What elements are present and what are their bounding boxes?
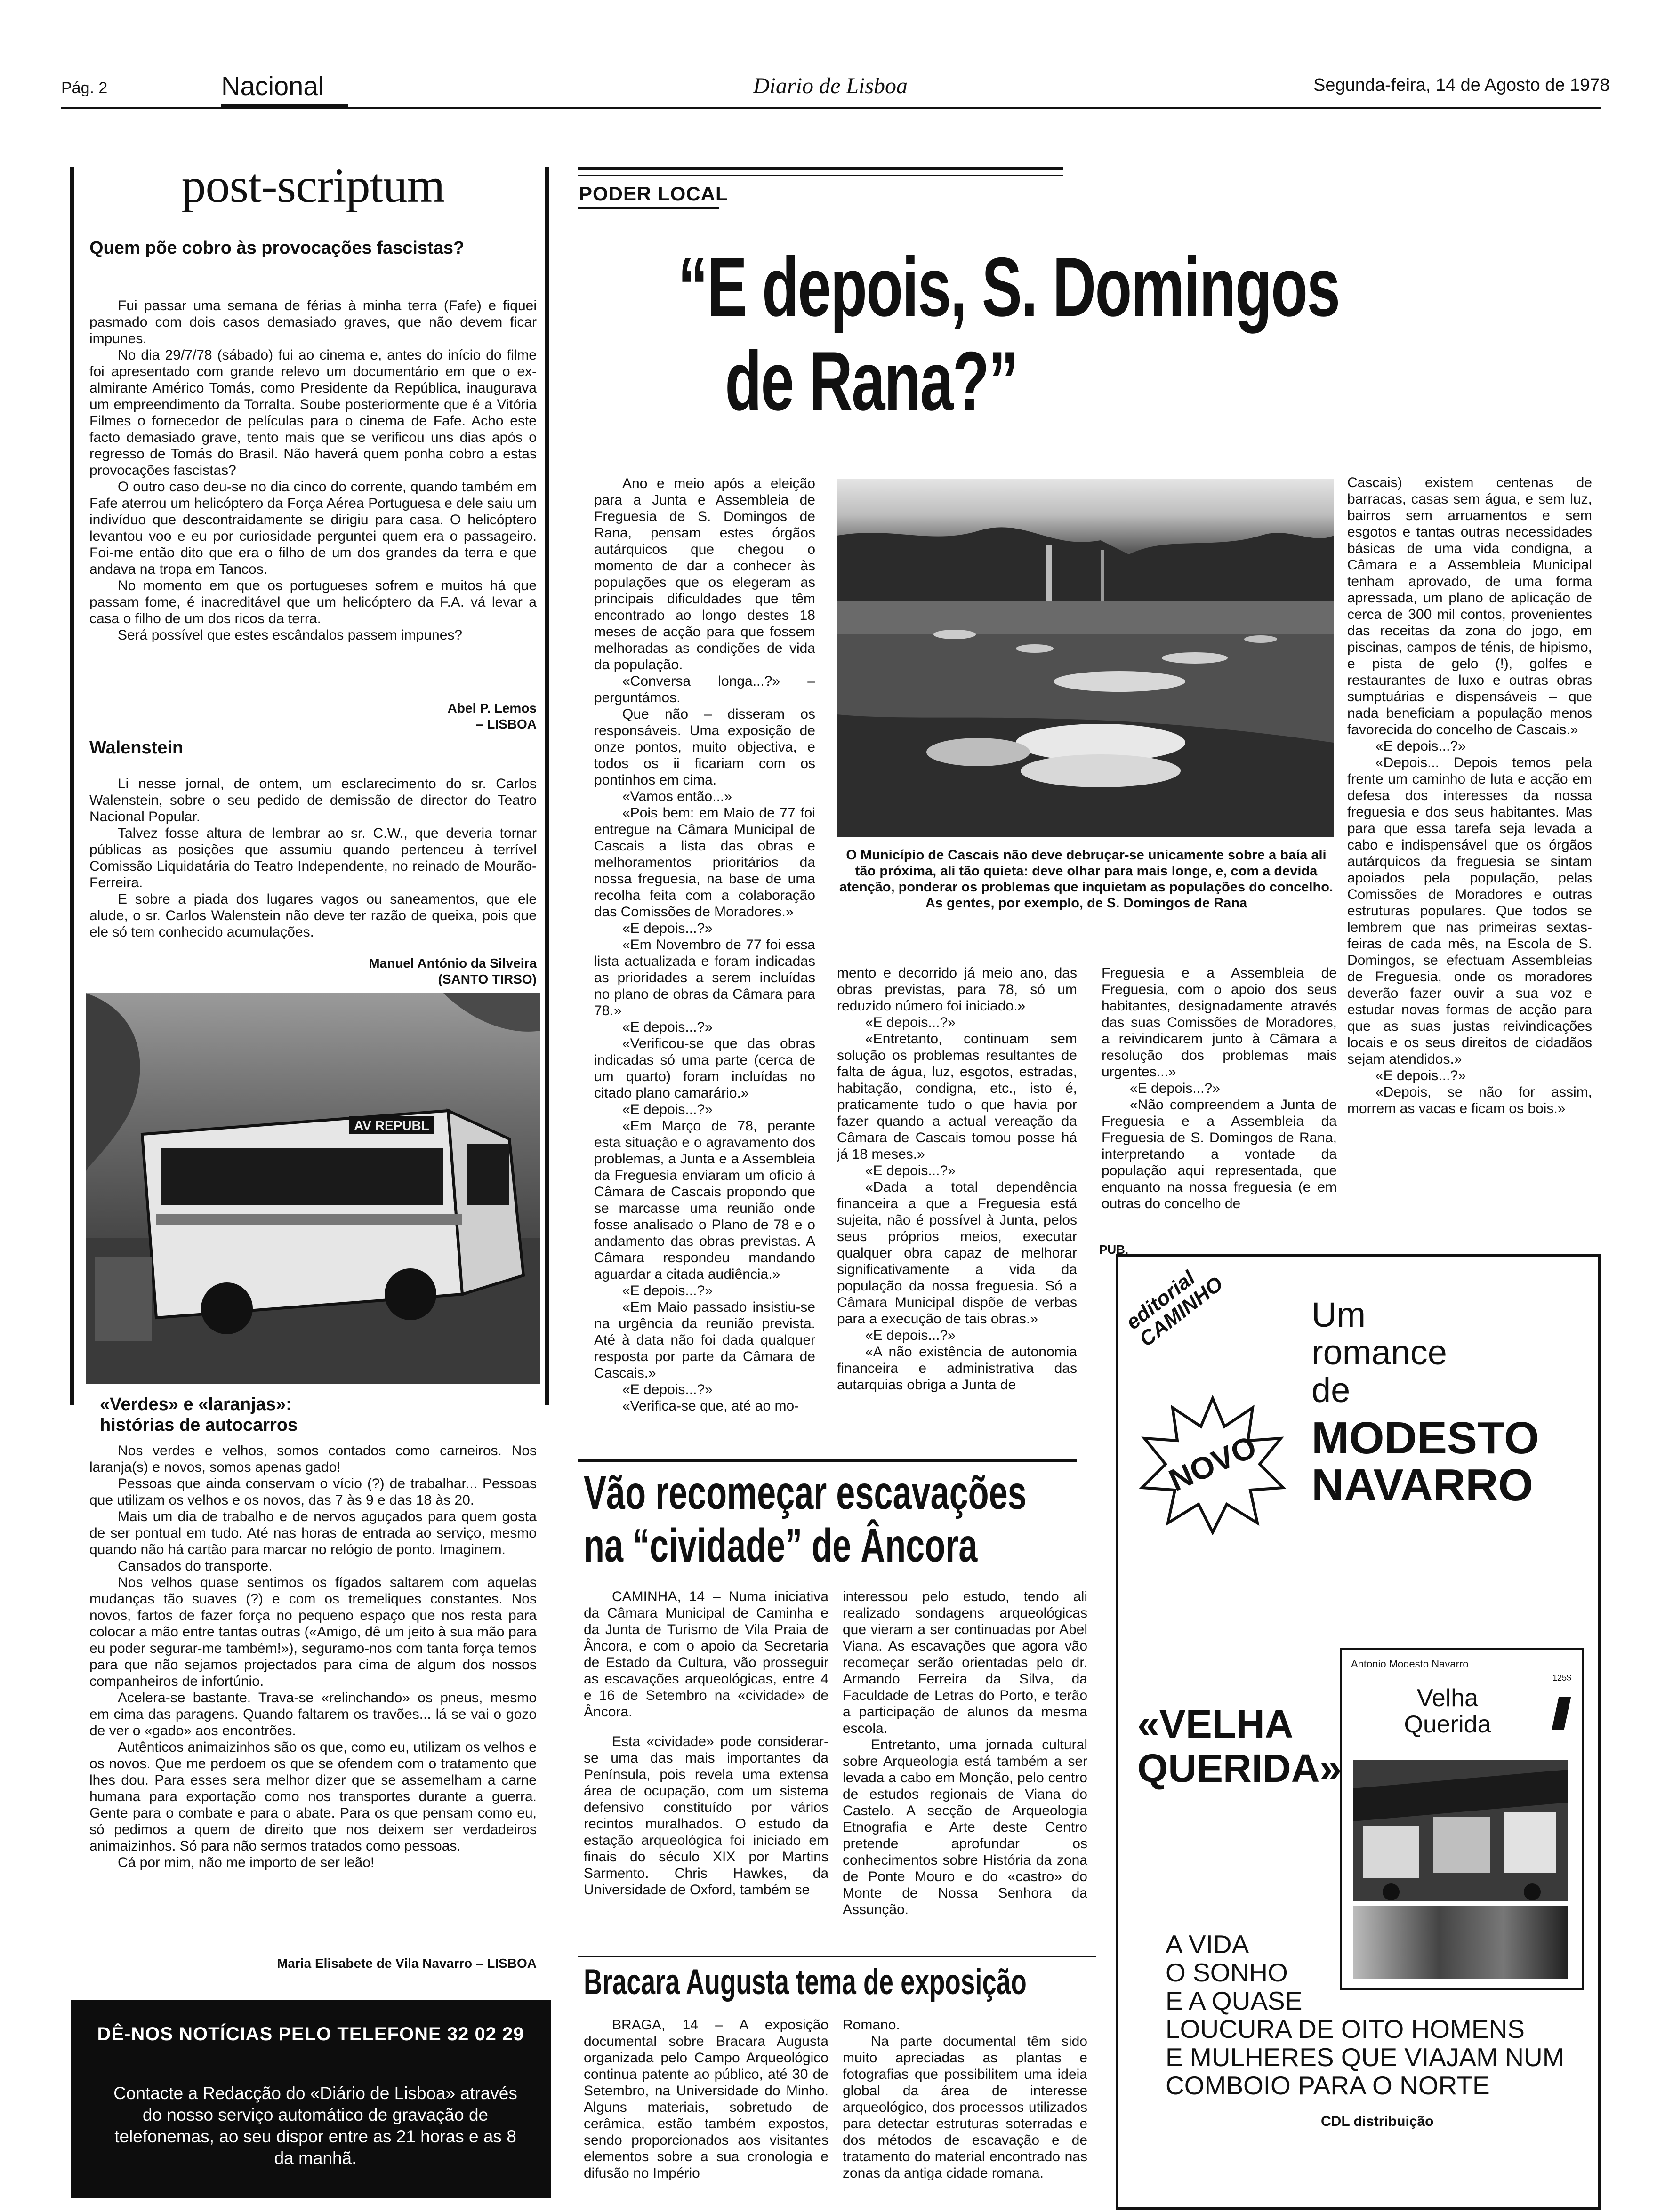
letter2-signature-name: Manuel António da Silveira [369, 956, 537, 970]
bracara-paragraph: Romano. [843, 2017, 900, 2033]
postscriptum-right-border [545, 167, 549, 1405]
col3-paragraph: «Não compreendem a Junta de Freguesia e a Assembleia da Freguesia de S. Domingos de Rana, interpretando a vontade da população aqui representada, que enquanto na nossa freguesia (e em outras do concelho de [1102, 1097, 1337, 1211]
col4-paragraph: «E depois...?» [1375, 1068, 1466, 1083]
ancora-paragraph: interessou pelo estudo, tendo ali realizado sondagens arqueológicas que vieram a ser continuadas por Abel Viana. As escavações que agora vão recomeçar serão orientadas pelo dr. Armando Ferreira da Silva, da Faculdade de Letras do Porto, e terão a participação de alunos da mesma escola. [843, 1589, 1087, 1736]
postscriptum-left-border [70, 167, 74, 1405]
bracara-rule [578, 1956, 1096, 1957]
letter2-paragraph: E sobre a piada dos lugares vagos ou saneamentos, que ele alude, o sr. Carlos Walenstein não deve ter razão de queixa, pois que ele só tem conhecido acumulações. [89, 891, 537, 940]
col4-paragraph: «Depois... Depois temos pela frente um caminho de luta e acção em defesa dos interesses da nossa freguesia e dos seus habitantes. Mas para que essa tarefa seja levada a cabo e indispensável que os órgãos autárquicos da freguesia se sintam apoiados pela população, pelas Comissões de Moradores e outras estruturas populares. Que todos se lembrem que nas primeiras sextas-feiras de cada mês, na Escola de S. Domingos, se efectuam Assembleias de Freguesia, onde os moradores deverão fazer ouvir a sua voz e estudar novas formas de acção para que as suas justas reivindicações locais e os seus direitos de cidadãos sejam atendidos.» [1347, 755, 1592, 1067]
letter2-paragraph: Talvez fosse altura de lembrar ao sr. C.W., que deveria tornar públicas as posições que assumiu quando pertenceu à terrível Comissão Liquidatária do Teatro Independente, no reinado de Mourão-Ferreira. [89, 825, 537, 890]
col1-paragraph: «Conversa longa...?» – perguntámos. [594, 673, 815, 705]
bracara-paragraph: Na parte documental têm sido muito apreciadas as plantas e fotografias que possibilitem uma ideia global da área de interesse arqueológico, dos processos utilizados para detectar estruturas soterradas e dos métodos de escavação e de tratamento do material encontrado nas zonas da antiga cidade romana. [843, 2034, 1087, 2181]
col1-paragraph: «Em Novembro de 77 foi essa lista actualizada e foram indicadas as prioridades a serem incluídas no plano de obras da Câmara para 78.» [594, 937, 815, 1018]
col1-paragraph: «Pois bem: em Maio de 77 foi entregue na Câmara Municipal de Cascais a lista das obras e melhoramentos prioritários da nossa freguesia, na base de uma recolha feita com a colaboração das Comissões de Moradores.» [594, 805, 815, 920]
ancora-col1 [584, 1588, 828, 1898]
issue-date: Segunda-feira, 14 de Agosto de 1978 [1313, 75, 1610, 95]
bracara-col2 [843, 2017, 1087, 2181]
letter3-paragraph: Acelera-se bastante. Trava-se «relinchando» os pneus, mesmo em cima das paragens. Quando faltarem os travões... lá se vai o gozo de ver o «gado» aos encontrões. [89, 1690, 537, 1739]
letter2-body [89, 776, 537, 940]
col1-paragraph: «Verifica-se que, até ao mo- [622, 1398, 799, 1414]
ad-author-line2: NAVARRO [1311, 1460, 1534, 1510]
novo-badge [1137, 1394, 1288, 1535]
ad-blurb-line: E MULHERES QUE VIAJAM NUM [1166, 2043, 1564, 2072]
ad-blurb-line: O SONHO [1166, 1958, 1288, 1987]
book-cover-illustration [1353, 1760, 1568, 1901]
ad-author-name [1311, 1415, 1539, 1509]
col1-paragraph: «Verificou-se que das obras indicadas só uma parte (cerca de um quarto) foram incluídas no citado plano camarário.» [594, 1036, 815, 1101]
letter1-signature-place: – LISBOA [475, 717, 537, 731]
letter1-signature-name: Abel P. Lemos [447, 701, 537, 715]
bus-illustration [86, 993, 540, 1384]
col2-paragraph: «A não existência de autonomia financeira e administrativa das autarquias obriga a Junta de [837, 1344, 1077, 1393]
phone-box-title: DÊ-NOS NOTÍCIAS PELO TELEFONE 32 02 29 [97, 2024, 524, 2044]
col1-paragraph: Que não – disseram os responsáveis. Uma exposição de onze pontos, muito objectiva, e todos os ii ficariam com os pontinhos em cima. [594, 706, 815, 788]
col1-paragraph: «E depois...?» [622, 1019, 713, 1035]
letter3-paragraph: Nos verdes e velhos, somos contados como carneiros. Nos laranja(s) e novos, somos apenas gado! [89, 1443, 537, 1475]
col4-paragraph: Cascais) existem centenas de barracas, casas sem água, e sem luz, bairros sem arruamentos e sem esgotos e tantas outras necessidades básicas de uma vida condigna, a Câmara e a Assembleia Municipal tenham aprovado, de uma forma apressada, um plano de aplicação de cerca de 300 mil contos, provenientes das receitas da zona do jogo, em piscinas, campos de ténis, de hipismo, e pista de gelo (!), golfes e restaurantes de luxo e outras obras sumptuárias e dispensáveis – que nada beneficiam a população menos favorecida do concelho de Cascais.» [1347, 475, 1592, 737]
letter1-body [89, 297, 537, 643]
ancora-headline [584, 1467, 1078, 1572]
poder-local-col1 [594, 475, 815, 1414]
ad-blurb-line: A VIDA [1166, 1930, 1249, 1959]
letter2-paragraph: Li nesse jornal, de ontem, um esclarecimento do sr. Carlos Walenstein, sobre o seu pedido de demissão de director do Teatro Nacional Popular. [89, 776, 537, 825]
newspaper-name: Diario de Lisboa [753, 73, 908, 98]
letter2-title: Walenstein [89, 738, 184, 758]
novo-badge-text: NOVO [1164, 1428, 1262, 1498]
book-cover-title [1342, 1685, 1553, 1738]
phone-box-text: Contacte a Redacção do «Diário de Lisboa» através do nosso serviço automático de gravação de telefonemas, ao seu dispor entre as 21 horas e as 8 da manhã. [113, 2084, 517, 2168]
col1-paragraph: «Em Março de 78, perante esta situação e o agravamento dos problemas, a Junta e a Assembleia da Freguesia enviaram um ofício à Câmara de Cascais propondo que se marcasse uma reunião onde fosse analisado o Plano de 78 e o andamento das obras previstas. A Câmara respondeu mandando aguardar a citada audiência.» [594, 1118, 815, 1282]
letter1-paragraph: No dia 29/7/78 (sábado) fui ao cinema e, antes do início do filme foi apresentado com grande relevo um documentário em que o ex-almirante Américo Tomás, como Presidente da República, inaugurava um empreendimento da Torralta. Soube posteriormente que é a Vitória Filmes o fornecedor de películas para o cinema de Fafe. Acho este facto demasiado grave, tento mais que se verificou uns dias após o regresso de Tomás do Brasil. Não haverá quem ponha cobro a estas provocações fascistas? [89, 347, 537, 478]
bay-illustration [837, 479, 1334, 837]
page-number: Pág. 2 [61, 79, 108, 97]
masthead-rule [61, 107, 1601, 109]
phone-contact-box [71, 2000, 551, 2198]
col2-paragraph: «Entretanto, continuam sem solução os problemas resultantes de falta de água, luz, esgotos, estradas, habitação, condigna, etc., isto é, praticamente tudo o que havia por fazer quando a actual vereação da Câmara de Cascais tomou posse há já 18 meses.» [837, 1031, 1077, 1162]
ancora-paragraph: Esta «cividade» pode considerar-se uma das mais importantes da Península, pois revela uma extensa área de ocupação, com um sistema defensivo constituído por vários recintos muralhados. O estudo da estação arqueológica foi iniciado em finais do século XIX por Martins Sarmento. Chris Hawkes, da Universidade de Oxford, também se [584, 1734, 828, 1898]
col1-paragraph: Ano e meio após a eleição para a Junta e Assembleia de Freguesia de S. Domingos de Rana, pensam estes órgãos autárquicos que chegou o momento de dar a conhecer às populações que os elegeram as principais dificuldades que têm encontrado ao longo destes 18 meses de acção para que fossem melhoradas as condições de vida da população. [594, 476, 815, 673]
col2-paragraph: mento e decorrido já meio ano, das obras previstas, para 78, só um reduzido número foi iniciado.» [837, 965, 1077, 1014]
letter3-title-line1: «Verdes» e «laranjas»: [100, 1395, 292, 1414]
postscriptum-heading: post-scriptum [181, 159, 445, 213]
col4-paragraph: «Depois, se não for assim, morrem as vacas e ficam os bois.» [1347, 1084, 1592, 1116]
distributor-logo [1321, 2114, 1433, 2130]
poder-local-rule-top [578, 167, 1063, 170]
ad-line-romance: romance [1311, 1333, 1447, 1372]
col1-paragraph: «E depois...?» [622, 921, 713, 936]
headline-line2: de Rana?” [725, 334, 1018, 428]
letter3-signature: Maria Elisabete de Vila Navarro – LISBOA [277, 1956, 537, 1971]
letter1-paragraph: Será possível que estes escândalos passem impunes? [118, 627, 463, 643]
col2-paragraph: «E depois...?» [865, 1015, 956, 1030]
bus-photo [86, 993, 540, 1384]
letter3-paragraph: Pessoas que ainda conservam o vício (?) de trabalhar... Pessoas que utilizam os velhos e os novos, das 7 às 9 e das 18 às 20. [89, 1476, 537, 1508]
train-scene-illustration [1353, 1760, 1568, 1901]
col3-paragraph: Freguesia e a Assembleia de Freguesia, com o apoio dos seus habitantes, designadamente através das suas Comissões de Moradores, a reivindicarem junto à Câmara a resolução dos problemas mais urgentes...» [1102, 965, 1337, 1080]
distributor-name: CDL distribuição [1321, 2114, 1434, 2129]
ad-blurb-line: LOUCURA DE OITO HOMENS [1166, 2014, 1525, 2044]
ancora-rule [578, 1459, 1077, 1462]
ad-line-de: de [1311, 1370, 1351, 1410]
col4-paragraph: «E depois...?» [1375, 738, 1466, 754]
book-cover-author: Antonio Modesto Navarro [1351, 1658, 1469, 1670]
ancora-headline-line2: na “cividade” de Âncora [584, 1519, 978, 1572]
book-cover-quill-icon [1552, 1697, 1571, 1730]
letter3-body [89, 1443, 537, 1871]
poder-local-headline [678, 240, 1572, 428]
letter3-title [100, 1394, 298, 1435]
letter1-title: Quem põe cobro às provocações fascistas? [89, 238, 465, 258]
book-cover-title-line1: Velha [1416, 1684, 1479, 1712]
poder-local-label: PODER LOCAL [579, 183, 728, 205]
ad-blurb [1166, 1930, 1564, 2100]
letter3-paragraph: Cansados do transporte. [118, 1558, 273, 1574]
letter1-paragraph: No momento em que os portugueses sofrem e muitos há que passam fome, é inacreditável que um helicóptero da F.A. vá levar a casa o filho de um dos ricos da terra. [89, 578, 537, 626]
letter3-paragraph: Autênticos animaizinhos são os que, como eu, utilizam os velhos e os novos. Que me perdoem os que se ofendem com o tratamento que lhes dou. Para esses sera melhor dizer que se assemelham a carne humana para exportação como nos transportes durante a guerra. Gente para o combate e para o abate. Para os que pensam como eu, só pedimos a quem de direito que nos deixem ser verdadeiros animaizinhos. Só para não sermos tratados como pessoas. [89, 1739, 537, 1854]
letter3-paragraph: Mais um dia de trabalho e de nervos aguçados para quem gosta de ser pontual em tudo. Até nas horas de entrada ao serviço, mesmo quando não há cartão para marcar no relógio de ponto. Imaginem. [89, 1509, 537, 1557]
bracara-paragraph: BRAGA, 14 – A exposição documental sobre Bracara Augusta organizada pelo Campo Arqueológico continua patente ao público, até 30 de Setembro, na Universidade do Minho. Alguns materiais, sobretudo de cerâmica, estão também expostos, sendo proporcionados aos visitantes elementos sobre a sua cronologia e difusão no Império [584, 2017, 828, 2181]
col3-paragraph: «E depois...?» [1130, 1081, 1220, 1096]
col2-paragraph: «E depois...?» [865, 1328, 956, 1343]
letter1-signature [89, 700, 537, 732]
col1-paragraph: «Vamos então...» [622, 789, 732, 804]
col1-paragraph: «E depois...?» [622, 1102, 713, 1117]
ancora-paragraph: Entretanto, uma jornada cultural sobre Arqueologia está também a ser levada a cabo em Monção, pelo centro de estudos regionais de Viana do Castelo. A secção de Arqueologia Etnografia e Arte deste Centro pretende aprofundar os conhecimentos sobre História da zona de Ponte Mouro e do «castro» do Monte de Nossa Senhora da Assunção. [843, 1737, 1087, 1917]
poder-local-label-underline [578, 207, 719, 209]
cascais-bay-photo [837, 479, 1334, 837]
letter3-title-line2: histórias de autocarros [100, 1415, 298, 1435]
letter3-paragraph: Nos velhos quase sentimos os fígados saltarem com aquelas mudanças tão suaves (?) e com os tremeliques constantes. Nos novos, fartos de fazer força no pequeno espaço que nos resta para colocar a mão entre tantas outras («Amigo, dê um jeito à sua mão para eu poder segurar-me também!»), seguramo-nos com tanta força temos para que não sejamos projectados para cima de algum dos nossos companheiros de infortúnio. [89, 1575, 537, 1689]
ad-author-line1: MODESTO [1311, 1413, 1539, 1463]
col2-paragraph: «Dada a total dependência financeira a que a Freguesia está sujeita, não é possível à Junta, pelos seus próprios meios, executar qualquer obra capaz de melhorar significativamente a vida da população da nossa freguesia. Só a Câmara Municipal dispõe de verbas para a execução de tais obras.» [837, 1179, 1077, 1327]
headline-line1: “E depois, S. Domingos [678, 240, 1340, 334]
book-advertisement [1116, 1254, 1601, 2210]
letter2-signature-place: (SANTO TIRSO) [438, 972, 537, 986]
ad-title-line1: «VELHA [1137, 1702, 1294, 1746]
publisher-logo [1122, 1250, 1251, 1372]
publisher-name: editorial CAMINHO [1121, 1266, 1228, 1351]
ancora-paragraph: CAMINHA, 14 – Numa iniciativa da Câmara Municipal de Caminha e da Junta de Turismo de Vila Praia de Âncora, e com o apoio da Secretaria de Estado da Cultura, vão prosseguir as escavações arqueológicas, entre 4 e 16 de Setembro na «cividade» de Âncora. [584, 1589, 828, 1720]
bus-destination-sign: AV REPUBL [354, 1118, 429, 1133]
bracara-headline: Bracara Augusta tema de exposição [584, 1962, 1027, 2002]
section-name: Nacional [221, 71, 324, 101]
book-cover-title-line2: Querida [1404, 1711, 1491, 1738]
poder-local-col2 [837, 965, 1077, 1393]
col1-paragraph: «E depois...?» [622, 1382, 713, 1397]
letter3-paragraph: Cá por mim, não me importo de ser leão! [118, 1855, 375, 1870]
bay-photo-caption: O Município de Cascais não deve debruçar-se unicamente sobre a baía ali tão próxima, ali tão quieta: deve olhar para mais longe, e, com a devida atenção, ponderar os problemas que inquietam as populações do concelho. As gentes, por exemplo, de S. Domingos de Rana [839, 848, 1334, 911]
poder-local-col3 [1102, 965, 1337, 1212]
ad-pub-label: PUB. [1099, 1242, 1129, 1257]
ad-title-line2: QUERIDA» [1137, 1746, 1342, 1790]
letter2-signature [89, 955, 537, 987]
letter1-paragraph: Fui passar uma semana de férias à minha terra (Fafe) e fiquei pasmado com dois casos demasiado graves, que não devem ficar impunes. [89, 298, 537, 346]
ad-line-um: Um [1311, 1295, 1366, 1334]
ancora-col2 [843, 1588, 1087, 1918]
letter1-paragraph: O outro caso deu-se no dia cinco do corrente, quando também em Fafe aterrou um helicóptero da Força Aérea Portuguesa e dele saiu um indivíduo que descontraidamente se dirigiu para casa. O helicóptero levantou voo e eu por curiosidade perguntei quem era o passageiro. Foi-me então dito que era o filho de um dos grandes da terra e que andava na tropa em Tancos. [89, 479, 537, 577]
poder-local-col4 [1347, 474, 1592, 1117]
col1-paragraph: «Em Maio passado insistiu-se na urgência da reunião prevista. Até à data não foi dada qualquer resposta por parte da Câmara de Cascais.» [594, 1299, 815, 1381]
poder-local-rule-mid [578, 175, 1063, 176]
ancora-headline-line1: Vão recomeçar escavações [584, 1467, 1027, 1519]
col2-paragraph: «E depois...?» [865, 1163, 956, 1178]
col1-paragraph: «E depois...?» [622, 1283, 713, 1298]
bracara-col1 [584, 2017, 828, 2181]
ad-blurb-line: E A QUASE [1166, 1986, 1303, 2015]
book-cover-price: 125$ [1552, 1673, 1571, 1683]
ad-title [1137, 1702, 1342, 1790]
ad-blurb-line: COMBOIO PARA O NORTE [1166, 2071, 1490, 2100]
